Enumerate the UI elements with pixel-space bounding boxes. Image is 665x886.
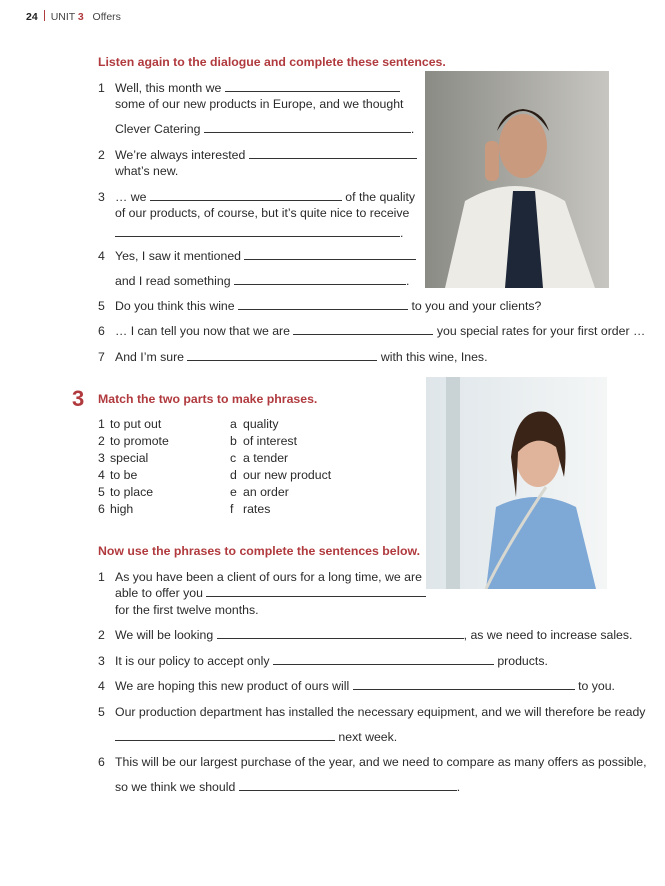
item-number: 4 <box>98 679 105 693</box>
exercise-2-heading: Listen again to the dialogue and complete these sentences. <box>98 55 446 69</box>
answer-blank[interactable] <box>150 189 342 201</box>
ex2-item-3-line-1: … we of the quality <box>115 190 416 204</box>
phrase-end-item: a quality <box>230 417 279 431</box>
item-number: 1 <box>98 81 105 95</box>
ex2-item-1-line-2: some of our new products in Europe, and we thought <box>115 97 404 111</box>
sentence-1-line-1: As you have been a client of ours for a long time, we are <box>115 570 422 584</box>
phrase-end-item: b of interest <box>230 434 297 448</box>
item-number: 5 <box>98 705 105 719</box>
ex2-item-1-line-3: Clever Catering . <box>115 122 415 136</box>
ex2-item-5: Do you think this wine to you and your clients? <box>115 299 542 313</box>
page-number: 24 <box>26 11 38 23</box>
answer-blank[interactable] <box>273 653 494 665</box>
phrase-start-item: 1 to put out <box>98 417 162 431</box>
ex2-item-2-line-1: We’re always interested <box>115 147 417 163</box>
sentence-5-line-1: Our production department has installed the necessary equipment, and we will therefore be ready <box>115 705 646 719</box>
answer-blank[interactable] <box>206 585 426 597</box>
item-number: 3 <box>98 190 105 204</box>
ex2-item-4-line-1: Yes, I saw it mentioned <box>115 248 416 264</box>
ex2-item-4-line-2: and I read something . <box>115 274 410 288</box>
sentence-4: We are hoping this new product of ours will to you. <box>115 679 615 693</box>
sentence-2: We will be looking , as we need to increase sales. <box>115 628 633 642</box>
answer-blank[interactable] <box>353 678 575 690</box>
phrase-start-item: 5 to place <box>98 485 154 499</box>
answer-blank[interactable] <box>249 147 417 159</box>
item-number: 3 <box>98 654 105 668</box>
phrase-start-item: 2 to promote <box>98 434 169 448</box>
ex2-item-1-line-1: Well, this month we <box>115 80 400 96</box>
ex2-item-7: And I’m sure with this wine, Ines. <box>115 350 488 364</box>
phrase-start-item: 3 special <box>98 451 149 465</box>
item-number: 6 <box>98 324 105 338</box>
item-number: 6 <box>98 755 105 769</box>
phrase-end-item: f rates <box>230 502 271 516</box>
phrase-start-item: 4 to be <box>98 468 138 482</box>
unit-number: 3 <box>77 11 84 23</box>
exercise-number: 3 <box>72 386 85 411</box>
ex2-item-6: … I can tell you now that we are you special rates for your first order … <box>115 324 646 338</box>
answer-blank[interactable] <box>293 323 433 335</box>
item-number: 2 <box>98 628 105 642</box>
answer-blank[interactable] <box>244 248 416 260</box>
phrase-end-item: d our new product <box>230 468 332 482</box>
exercise-3-heading: Match the two parts to make phrases. <box>98 392 318 406</box>
sentence-6-line-2: so we think we should . <box>115 780 461 794</box>
item-number: 1 <box>98 570 105 584</box>
ex2-item-3-line-3: . <box>115 225 403 241</box>
ex2-item-2-line-2: what’s new. <box>115 164 179 178</box>
answer-blank[interactable] <box>225 80 400 92</box>
sentence-5-line-2: next week. <box>115 729 397 745</box>
sentence-3: It is our policy to accept only products. <box>115 654 548 668</box>
sentence-6-line-1: This will be our largest purchase of the year, and we need to compare as many offers as possible, <box>115 755 647 769</box>
answer-blank[interactable] <box>238 298 408 310</box>
ex2-item-3-line-2: of our products, of course, but it’s quite nice to receive <box>115 206 410 220</box>
phrase-end-item: c a tender <box>230 451 289 465</box>
item-number: 2 <box>98 148 105 162</box>
unit-title: Offers <box>92 11 121 23</box>
page-header <box>26 10 121 23</box>
answer-blank[interactable] <box>115 729 335 741</box>
phrase-end-item: e an order <box>230 485 289 499</box>
sentence-1-line-2: able to offer you <box>115 585 426 601</box>
item-number: 5 <box>98 299 105 313</box>
unit-label: UNIT <box>50 11 75 23</box>
answer-blank[interactable] <box>187 349 377 361</box>
exercise-3-subheading: Now use the phrases to complete the sentences below. <box>98 544 421 558</box>
item-number: 7 <box>98 350 105 364</box>
sentence-1-line-3: for the first twelve months. <box>115 603 259 617</box>
man-on-phone-photo <box>425 71 609 288</box>
answer-blank[interactable] <box>115 225 400 237</box>
answer-blank[interactable] <box>234 273 406 285</box>
answer-blank[interactable] <box>204 121 411 133</box>
woman-on-phone-photo <box>426 377 607 589</box>
answer-blank[interactable] <box>239 779 457 791</box>
answer-blank[interactable] <box>217 627 464 639</box>
phrase-start-item: 6 high <box>98 502 134 516</box>
item-number: 4 <box>98 249 105 263</box>
